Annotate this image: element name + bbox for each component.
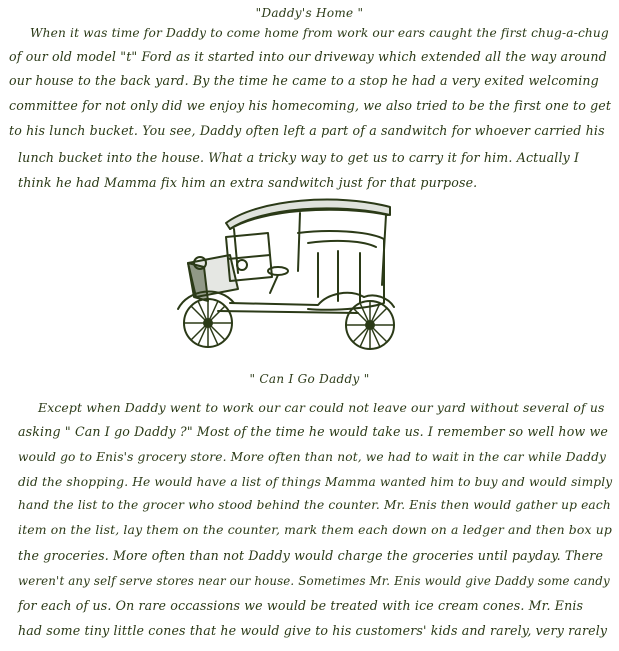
paragraph-line: committee for not only did we enjoy his homecoming, we also tried to be the first one to get — [9, 98, 612, 113]
section-title-daddys-home: "Daddy's Home " — [255, 6, 364, 20]
paragraph-line: to his lunch bucket. You see, Daddy often left a part of a sandwitch for whoever carried his — [9, 123, 605, 138]
paragraph-line: the groceries. More often than not Daddy would charge the groceries until payday. There — [18, 548, 604, 563]
paragraph-line: weren't any self serve stores near our house. Sometimes Mr. Enis would give Daddy some candy — [18, 574, 610, 588]
model-t-car-illustration — [168, 193, 400, 355]
paragraph-line: item on the list, lay them on the counter, mark them each down on a ledger and then box up — [18, 522, 612, 537]
car-drawing — [168, 193, 400, 355]
section-title-can-i-go-daddy: " Can I Go Daddy " — [249, 372, 370, 386]
paragraph-line: our house to the back yard. By the time he came to a stop he had a very exited welcoming — [9, 73, 599, 88]
paragraph-line: hand the list to the grocer who stood behind the counter. Mr. Enis then would gather up each — [18, 498, 611, 512]
paragraph-line: for each of us. On rare occassions we would be treated with ice cream cones. Mr. Enis — [18, 598, 584, 613]
paragraph-line: had some tiny little cones that he would give to his customers' kids and rarely, very rarely — [18, 623, 608, 638]
paragraph-line: would go to Enis's grocery store. More often than not, we had to wait in the car while Daddy — [18, 450, 607, 464]
paragraph-line: Except when Daddy went to work our car could not leave our yard without several of us — [38, 400, 605, 415]
paragraph-line: did the shopping. He would have a list of things Mamma wanted him to buy and would simply — [18, 475, 613, 489]
paragraph-line: think he had Mamma fix him an extra sandwitch just for that purpose. — [18, 175, 478, 190]
paragraph-line: When it was time for Daddy to come home from work our ears caught the first chug-a-chug — [30, 26, 609, 40]
paragraph-line: asking " Can I go Daddy ?" Most of the time he would take us. I remember so well how we — [18, 424, 609, 439]
paragraph-line: lunch bucket into the house. What a tricky way to get us to carry it for him. Actually I — [18, 150, 580, 165]
paragraph-line: of our old model "t" Ford as it started into our driveway which extended all the way around — [9, 49, 607, 64]
